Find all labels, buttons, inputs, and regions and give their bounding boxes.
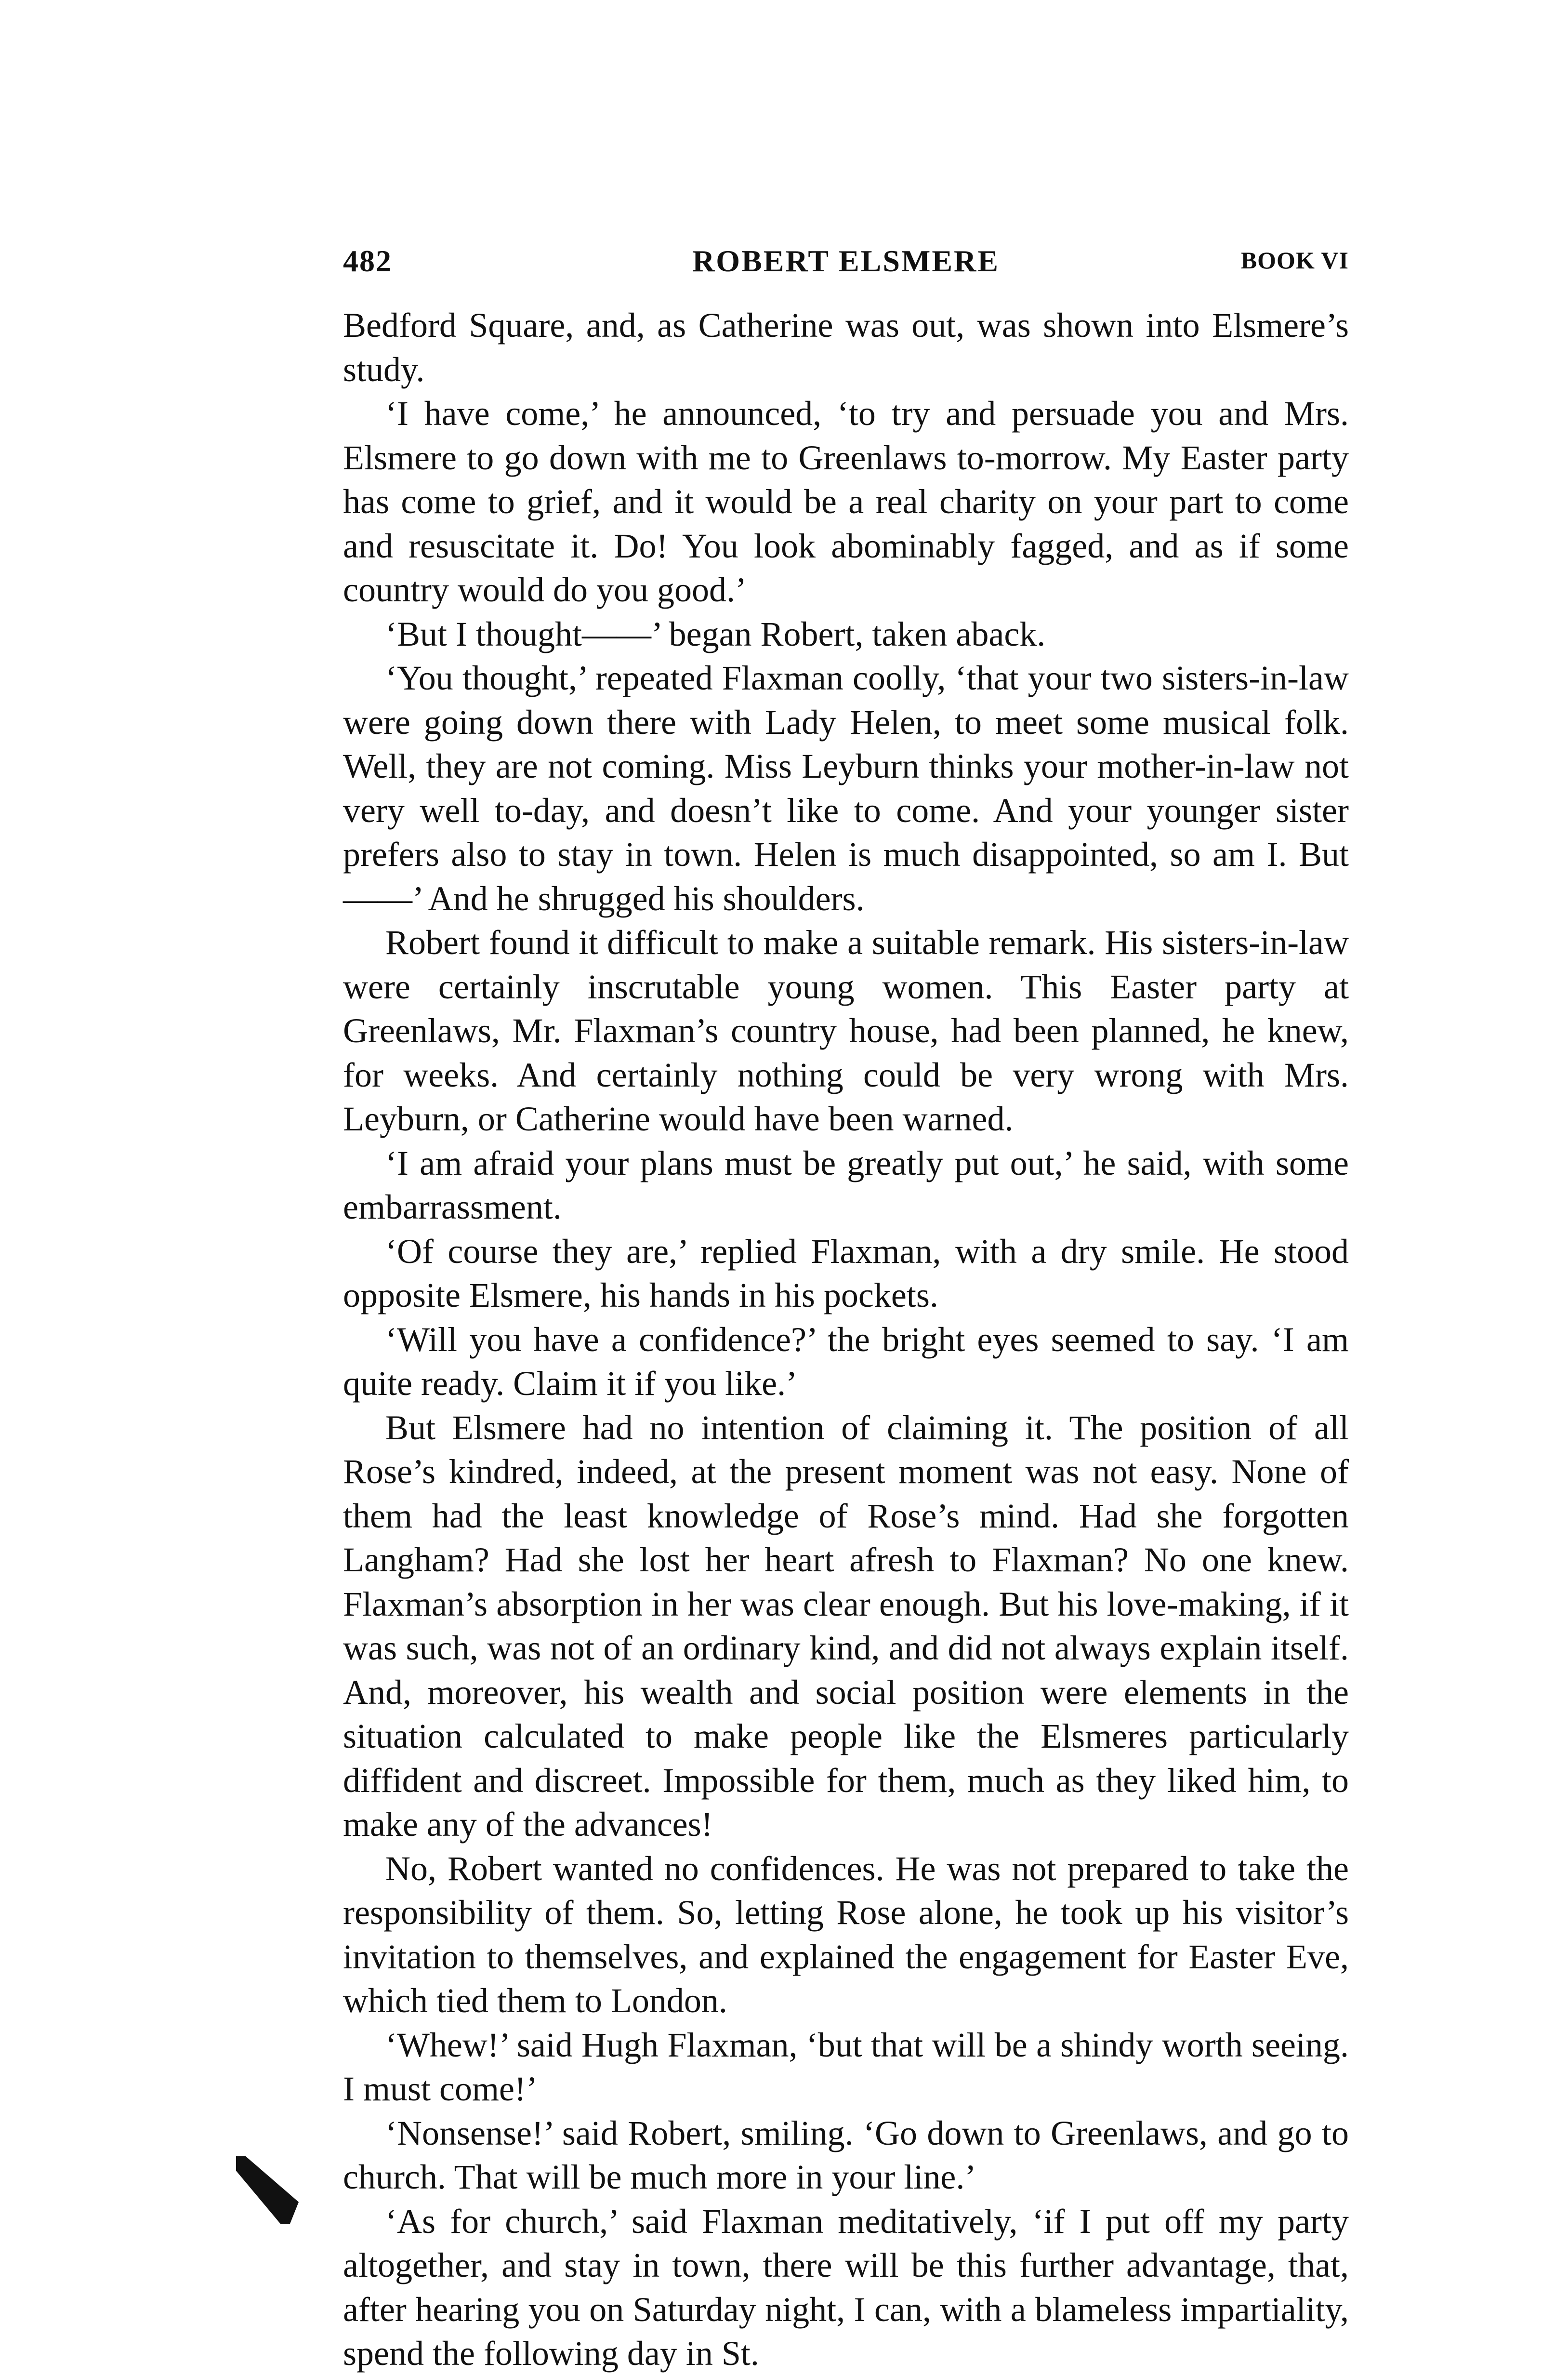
paragraph: ‘Will you have a confidence?’ the bright eyes seemed to say. ‘I am quite ready. Claim it if you like.’ (343, 1320, 1349, 1403)
body-text (343, 304, 1349, 2376)
paragraph: ‘Nonsense!’ said Robert, smiling. ‘Go down to Greenlaws, and go to church. That will be much more in your line.’ (343, 2113, 1349, 2196)
paragraph: Bedford Square, and, as Catherine was out, was shown into Elsmere’s study. (343, 306, 1349, 389)
paragraph: ‘Of course they are,’ replied Flaxman, with a dry smile. He stood opposite Elsmere, his hands in his pockets. (343, 1232, 1349, 1314)
page-number: 482 (343, 244, 392, 278)
paragraph: No, Robert wanted no confidences. He was not prepared to take the responsibility of them. So, letting Rose alone, he took up his visitor’s invitation to themselves, and explained the engagement for Easter Eve, which tied them to London. (343, 1849, 1349, 2020)
paragraph: ‘But I thought——’ began Robert, taken aback. (385, 614, 1046, 653)
paragraph: ‘Whew!’ said Hugh Flaxman, ‘but that will be a shindy worth seeing. I must come!’ (343, 2025, 1349, 2108)
paragraph: Robert found it difficult to make a suitable remark. His sisters-in-law were certainly inscrutable young women. This Easter party at Greenlaws, Mr. Flaxman’s country house, had been planned, he knew, for weeks. And certainly nothing could be very wrong with Mrs. Leyburn, or Catherine would have been warned. (343, 923, 1349, 1138)
running-header (343, 243, 1349, 292)
book-label: BOOK VI (1240, 247, 1349, 274)
paragraph: ‘As for church,’ said Flaxman meditatively, ‘if I put off my party altogether, and stay in town, there will be this further advantage, that, after hearing you on Saturday night, I can, with a blameless impartiality, spend the following day in St. (343, 2202, 1349, 2373)
paragraph: ‘You thought,’ repeated Flaxman coolly, ‘that your two sisters-in-law were going down there with Lady Helen, to meet some musical folk. Well, they are not coming. Miss Leyburn thinks your mother-in-law not very well to-day, and doesn’t like to come. And your younger sister prefers also to stay in town. Helen is much disappointed, so am I. But——’ And he shrugged his shoulders. (343, 659, 1349, 918)
paragraph: ‘I am afraid your plans must be greatly put out,’ he said, with some embarrassment. (343, 1143, 1349, 1226)
page-corner-mark (236, 2156, 299, 2224)
running-title: ROBERT ELSMERE (692, 244, 1000, 278)
paragraph: ‘I have come,’ he announced, ‘to try and persuade you and Mrs. Elsmere to go down with me to Greenlaws to-morrow. My Easter party has come to grief, and it would be a real charity on your part to come and resuscitate it. Do! You look abominably fagged, and as if some country would do you good.’ (343, 394, 1349, 609)
paragraph: But Elsmere had no intention of claiming it. The position of all Rose’s kindred, indeed, at the present moment was not easy. None of them had the least knowledge of Rose’s mind. Had she forgotten Langham? Had she lost her heart afresh to Flaxman? No one knew. Flaxman’s absorption in her was clear enough. But his love-making, if it was such, was not of an ordinary kind, and did not always explain itself. And, moreover, his wealth and social position were elements in the situation calculated to make people like the Elsmeres particularly diffident and discreet. Impossible for them, much as they liked him, to make any of the advances! (343, 1408, 1349, 1844)
